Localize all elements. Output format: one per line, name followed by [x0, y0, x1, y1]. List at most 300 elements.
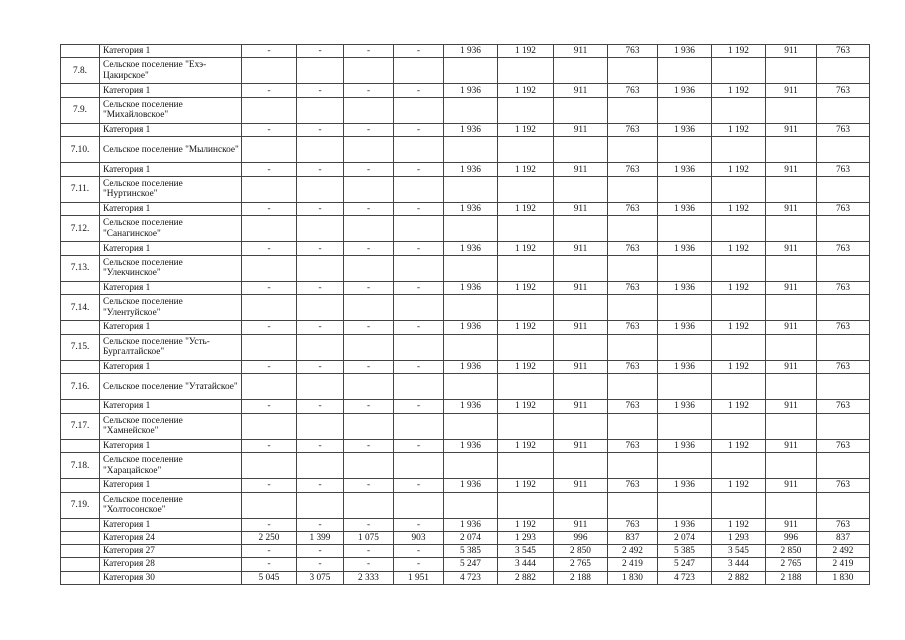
value-cell: 1 192 — [712, 242, 766, 255]
value-cell: - — [344, 439, 394, 452]
value-cell: 763 — [817, 518, 870, 531]
empty-cell — [344, 97, 394, 123]
value-cell: 911 — [766, 123, 817, 136]
value-cell: 1 293 — [498, 532, 554, 545]
value-cell: 911 — [766, 163, 817, 176]
value-cell: 2 333 — [344, 571, 394, 584]
empty-cell — [817, 295, 870, 321]
value-cell: 911 — [554, 242, 608, 255]
value-cell: 763 — [817, 163, 870, 176]
value-cell: 2 765 — [766, 558, 817, 571]
value-cell: - — [242, 400, 297, 413]
empty-cell — [242, 334, 297, 360]
value-cell: 911 — [766, 84, 817, 97]
empty-cell — [817, 334, 870, 360]
value-cell: 763 — [608, 163, 658, 176]
empty-cell — [344, 216, 394, 242]
value-cell: - — [242, 439, 297, 452]
row-number-cell — [61, 163, 100, 176]
value-cell: 1 936 — [444, 202, 498, 215]
value-cell: - — [297, 242, 344, 255]
value-cell: - — [394, 400, 444, 413]
value-cell: - — [394, 321, 444, 334]
settlement-name: Сельское поселение "Холтосонское" — [100, 492, 242, 518]
empty-cell — [444, 216, 498, 242]
empty-cell — [554, 413, 608, 439]
value-cell: 2 419 — [817, 558, 870, 571]
value-cell: 1 192 — [712, 281, 766, 294]
section-number: 7.18. — [61, 453, 100, 479]
value-cell: 1 075 — [344, 532, 394, 545]
value-cell: 763 — [817, 202, 870, 215]
value-cell: 1 192 — [498, 400, 554, 413]
empty-cell — [297, 334, 344, 360]
table-row — [61, 163, 870, 176]
empty-cell — [817, 176, 870, 202]
empty-cell — [712, 58, 766, 84]
empty-cell — [712, 137, 766, 163]
table-row — [61, 321, 870, 334]
empty-cell — [444, 453, 498, 479]
empty-cell — [766, 492, 817, 518]
empty-cell — [608, 334, 658, 360]
empty-cell — [297, 492, 344, 518]
value-cell: - — [344, 518, 394, 531]
empty-cell — [766, 58, 817, 84]
value-cell: 911 — [766, 400, 817, 413]
value-cell: 1 192 — [712, 84, 766, 97]
value-cell: 911 — [554, 518, 608, 531]
settlement-row — [61, 295, 870, 321]
empty-cell — [297, 413, 344, 439]
value-cell: - — [297, 84, 344, 97]
empty-cell — [297, 295, 344, 321]
empty-cell — [344, 295, 394, 321]
row-number-cell — [61, 45, 100, 58]
value-cell: - — [344, 545, 394, 558]
empty-cell — [444, 413, 498, 439]
value-cell: 911 — [554, 479, 608, 492]
value-cell: 5 385 — [444, 545, 498, 558]
value-cell: 837 — [608, 532, 658, 545]
empty-cell — [658, 255, 712, 281]
category-label: Категория 1 — [100, 400, 242, 413]
value-cell: - — [344, 479, 394, 492]
settlement-row — [61, 413, 870, 439]
empty-cell — [498, 334, 554, 360]
empty-cell — [712, 413, 766, 439]
row-number-cell — [61, 123, 100, 136]
value-cell: - — [297, 202, 344, 215]
value-cell: 911 — [554, 400, 608, 413]
row-number-cell — [61, 571, 100, 584]
value-cell: 911 — [766, 242, 817, 255]
category-label: Категория 1 — [100, 202, 242, 215]
empty-cell — [817, 216, 870, 242]
value-cell: 763 — [817, 321, 870, 334]
category-label: Категория 1 — [100, 518, 242, 531]
value-cell: - — [242, 518, 297, 531]
value-cell: - — [297, 400, 344, 413]
empty-cell — [608, 97, 658, 123]
empty-cell — [658, 374, 712, 400]
value-cell: - — [394, 558, 444, 571]
value-cell: 763 — [817, 242, 870, 255]
empty-cell — [712, 97, 766, 123]
value-cell: 3 075 — [297, 571, 344, 584]
section-number: 7.13. — [61, 255, 100, 281]
value-cell: - — [344, 281, 394, 294]
value-cell: 1 936 — [444, 281, 498, 294]
empty-cell — [658, 216, 712, 242]
category-label: Категория 27 — [100, 545, 242, 558]
value-cell: - — [242, 558, 297, 571]
row-number-cell — [61, 439, 100, 452]
empty-cell — [394, 413, 444, 439]
value-cell: - — [297, 558, 344, 571]
empty-cell — [394, 58, 444, 84]
value-cell: 1 192 — [498, 163, 554, 176]
value-cell: 1 192 — [712, 439, 766, 452]
value-cell: 1 936 — [658, 479, 712, 492]
empty-cell — [394, 255, 444, 281]
empty-cell — [498, 216, 554, 242]
empty-cell — [817, 58, 870, 84]
value-cell: 2 188 — [766, 571, 817, 584]
settlement-name: Сельское поселение "Михайловское" — [100, 97, 242, 123]
value-cell: 1 830 — [817, 571, 870, 584]
value-cell: 1 293 — [712, 532, 766, 545]
row-number-cell — [61, 321, 100, 334]
value-cell: 1 936 — [658, 321, 712, 334]
value-cell: 1 936 — [444, 123, 498, 136]
value-cell: 2 074 — [444, 532, 498, 545]
empty-cell — [498, 453, 554, 479]
empty-cell — [297, 97, 344, 123]
value-cell: 2 882 — [498, 571, 554, 584]
empty-cell — [242, 216, 297, 242]
settlement-name: Сельское поселение "Хамнейское" — [100, 413, 242, 439]
value-cell: 2 882 — [712, 571, 766, 584]
table-row — [61, 532, 870, 545]
empty-cell — [242, 374, 297, 400]
section-number: 7.11. — [61, 176, 100, 202]
section-number: 7.9. — [61, 97, 100, 123]
value-cell: 1 192 — [712, 321, 766, 334]
empty-cell — [444, 58, 498, 84]
value-cell: - — [394, 439, 444, 452]
category-label: Категория 1 — [100, 479, 242, 492]
value-cell: 2 492 — [817, 545, 870, 558]
empty-cell — [712, 453, 766, 479]
empty-cell — [344, 255, 394, 281]
value-cell: 763 — [608, 360, 658, 373]
value-cell: - — [344, 242, 394, 255]
value-cell: 1 399 — [297, 532, 344, 545]
empty-cell — [297, 58, 344, 84]
value-cell: - — [297, 479, 344, 492]
settlement-row — [61, 453, 870, 479]
empty-cell — [608, 176, 658, 202]
value-cell: 763 — [817, 439, 870, 452]
value-cell: 1 936 — [444, 518, 498, 531]
category-label: Категория 30 — [100, 571, 242, 584]
value-cell: 2 419 — [608, 558, 658, 571]
value-cell: 911 — [766, 281, 817, 294]
value-cell: 911 — [554, 321, 608, 334]
value-cell: 1 936 — [658, 242, 712, 255]
value-cell: - — [297, 439, 344, 452]
value-cell: 911 — [766, 479, 817, 492]
table-row — [61, 202, 870, 215]
value-cell: - — [297, 518, 344, 531]
value-cell: 763 — [608, 202, 658, 215]
empty-cell — [242, 295, 297, 321]
empty-cell — [658, 295, 712, 321]
empty-cell — [658, 453, 712, 479]
table-row — [61, 360, 870, 373]
empty-cell — [242, 58, 297, 84]
empty-cell — [554, 97, 608, 123]
row-number-cell — [61, 242, 100, 255]
table-row — [61, 545, 870, 558]
empty-cell — [658, 137, 712, 163]
empty-cell — [394, 374, 444, 400]
table-row — [61, 558, 870, 571]
value-cell: - — [344, 84, 394, 97]
value-cell: 2 850 — [766, 545, 817, 558]
value-cell: 1 936 — [444, 163, 498, 176]
empty-cell — [608, 295, 658, 321]
value-cell: 1 192 — [498, 439, 554, 452]
empty-cell — [658, 58, 712, 84]
settlement-name: Сельское поселение "Санагинское" — [100, 216, 242, 242]
value-cell: 1 192 — [498, 321, 554, 334]
empty-cell — [344, 334, 394, 360]
empty-cell — [712, 216, 766, 242]
value-cell: 5 045 — [242, 571, 297, 584]
value-cell: - — [242, 123, 297, 136]
empty-cell — [242, 453, 297, 479]
section-number: 7.10. — [61, 137, 100, 163]
value-cell: 3 444 — [498, 558, 554, 571]
empty-cell — [712, 295, 766, 321]
row-number-cell — [61, 545, 100, 558]
empty-cell — [444, 255, 498, 281]
value-cell: 1 936 — [658, 400, 712, 413]
empty-cell — [394, 295, 444, 321]
value-cell: 1 936 — [658, 202, 712, 215]
empty-cell — [394, 216, 444, 242]
value-cell: 2 250 — [242, 532, 297, 545]
value-cell: - — [297, 45, 344, 58]
value-cell: 3 545 — [498, 545, 554, 558]
empty-cell — [242, 137, 297, 163]
section-number: 7.16. — [61, 374, 100, 400]
settlement-name: Сельское поселение "Усть-Бургалтайское" — [100, 334, 242, 360]
value-cell: 1 936 — [658, 163, 712, 176]
value-cell: - — [344, 202, 394, 215]
value-cell: 1 192 — [712, 45, 766, 58]
value-cell: 1 936 — [444, 321, 498, 334]
empty-cell — [394, 97, 444, 123]
value-cell: - — [344, 321, 394, 334]
empty-cell — [297, 216, 344, 242]
row-number-cell — [61, 479, 100, 492]
empty-cell — [344, 453, 394, 479]
table-row — [61, 123, 870, 136]
value-cell: 996 — [554, 532, 608, 545]
category-label: Категория 24 — [100, 532, 242, 545]
value-cell: 1 192 — [498, 479, 554, 492]
category-label: Категория 1 — [100, 84, 242, 97]
empty-cell — [554, 492, 608, 518]
value-cell: 763 — [608, 439, 658, 452]
value-cell: - — [394, 545, 444, 558]
value-cell: - — [394, 242, 444, 255]
empty-cell — [608, 374, 658, 400]
empty-cell — [608, 453, 658, 479]
settlement-name: Сельское поселение "Улекчинское" — [100, 255, 242, 281]
section-number: 7.15. — [61, 334, 100, 360]
empty-cell — [766, 453, 817, 479]
value-cell: - — [344, 123, 394, 136]
empty-cell — [297, 137, 344, 163]
empty-cell — [712, 176, 766, 202]
value-cell: - — [394, 123, 444, 136]
value-cell: 1 192 — [498, 123, 554, 136]
empty-cell — [766, 374, 817, 400]
empty-cell — [817, 137, 870, 163]
value-cell: - — [242, 321, 297, 334]
value-cell: 911 — [554, 163, 608, 176]
table-row — [61, 281, 870, 294]
empty-cell — [344, 492, 394, 518]
value-cell: - — [344, 360, 394, 373]
value-cell: 911 — [554, 439, 608, 452]
row-number-cell — [61, 558, 100, 571]
empty-cell — [498, 492, 554, 518]
value-cell: 911 — [766, 360, 817, 373]
value-cell: 2 850 — [554, 545, 608, 558]
value-cell: 1 192 — [712, 202, 766, 215]
empty-cell — [766, 97, 817, 123]
value-cell: - — [394, 479, 444, 492]
empty-cell — [444, 176, 498, 202]
value-cell: - — [394, 518, 444, 531]
value-cell: 1 936 — [658, 360, 712, 373]
empty-cell — [242, 413, 297, 439]
value-cell: 3 444 — [712, 558, 766, 571]
table-body — [61, 45, 870, 585]
empty-cell — [712, 374, 766, 400]
empty-cell — [554, 334, 608, 360]
value-cell: - — [297, 545, 344, 558]
empty-cell — [344, 374, 394, 400]
category-label: Категория 1 — [100, 45, 242, 58]
empty-cell — [766, 176, 817, 202]
empty-cell — [658, 176, 712, 202]
category-label: Категория 28 — [100, 558, 242, 571]
empty-cell — [498, 58, 554, 84]
value-cell: - — [297, 321, 344, 334]
empty-cell — [608, 413, 658, 439]
empty-cell — [817, 97, 870, 123]
empty-cell — [444, 334, 498, 360]
value-cell: 1 830 — [608, 571, 658, 584]
value-cell: 1 192 — [712, 518, 766, 531]
value-cell: - — [242, 163, 297, 176]
empty-cell — [498, 97, 554, 123]
row-number-cell — [61, 84, 100, 97]
category-label: Категория 1 — [100, 439, 242, 452]
empty-cell — [658, 97, 712, 123]
empty-cell — [297, 255, 344, 281]
value-cell: 1 936 — [444, 439, 498, 452]
empty-cell — [444, 137, 498, 163]
value-cell: 1 936 — [444, 400, 498, 413]
empty-cell — [444, 492, 498, 518]
empty-cell — [712, 334, 766, 360]
value-cell: 1 936 — [658, 518, 712, 531]
value-cell: - — [242, 545, 297, 558]
value-cell: 763 — [817, 84, 870, 97]
settlement-row — [61, 97, 870, 123]
empty-cell — [554, 295, 608, 321]
section-number: 7.17. — [61, 413, 100, 439]
value-cell: - — [242, 45, 297, 58]
value-cell: 1 936 — [444, 479, 498, 492]
value-cell: 996 — [766, 532, 817, 545]
value-cell: 903 — [394, 532, 444, 545]
empty-cell — [766, 413, 817, 439]
value-cell: 2 492 — [608, 545, 658, 558]
value-cell: 911 — [554, 123, 608, 136]
value-cell: - — [297, 360, 344, 373]
empty-cell — [498, 374, 554, 400]
value-cell: 1 936 — [444, 84, 498, 97]
value-cell: 1 936 — [658, 281, 712, 294]
value-cell: 911 — [766, 439, 817, 452]
value-cell: - — [394, 45, 444, 58]
empty-cell — [766, 334, 817, 360]
empty-cell — [554, 374, 608, 400]
value-cell: 1 192 — [712, 360, 766, 373]
empty-cell — [344, 137, 394, 163]
settlement-name: Сельское поселение "Нуртинское" — [100, 176, 242, 202]
value-cell: 837 — [817, 532, 870, 545]
empty-cell — [817, 453, 870, 479]
empty-cell — [608, 58, 658, 84]
empty-cell — [394, 137, 444, 163]
value-cell: - — [297, 281, 344, 294]
value-cell: 1 936 — [658, 439, 712, 452]
empty-cell — [344, 413, 394, 439]
value-cell: 1 192 — [712, 400, 766, 413]
empty-cell — [608, 492, 658, 518]
empty-cell — [766, 295, 817, 321]
value-cell: 763 — [608, 84, 658, 97]
empty-cell — [394, 453, 444, 479]
value-cell: 4 723 — [658, 571, 712, 584]
category-label: Категория 1 — [100, 163, 242, 176]
value-cell: 763 — [817, 360, 870, 373]
value-cell: 763 — [608, 45, 658, 58]
value-cell: 763 — [608, 518, 658, 531]
value-cell: 1 192 — [712, 479, 766, 492]
value-cell: - — [344, 45, 394, 58]
value-cell: 763 — [817, 45, 870, 58]
